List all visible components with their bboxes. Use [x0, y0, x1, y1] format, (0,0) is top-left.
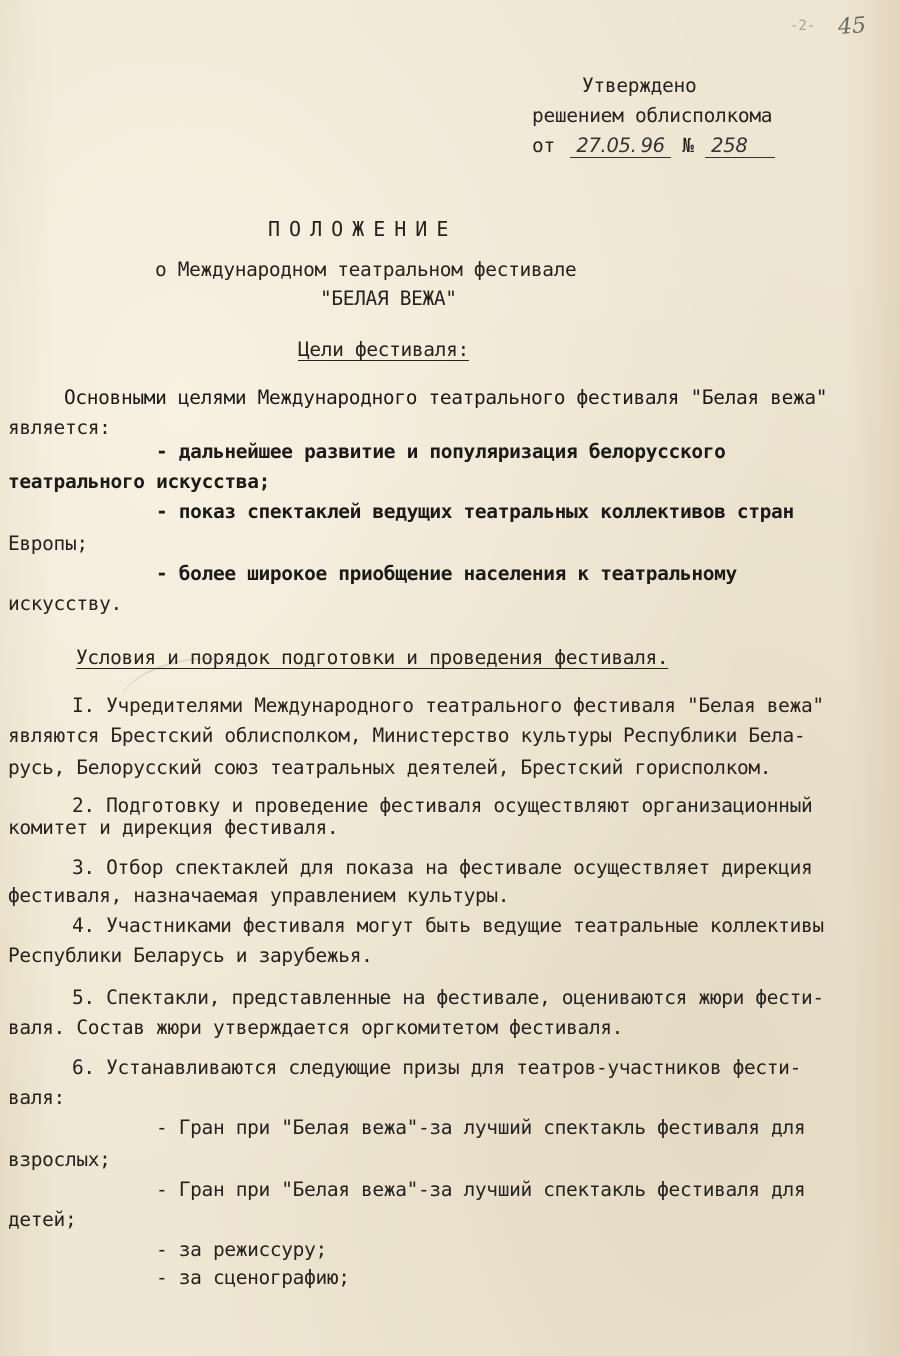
paragraph-4-line-2: Республики Беларусь и зарубежья. — [8, 944, 373, 967]
paragraph-2-line-1: 2. Подготовку и проведение фестиваля осуществляют организационный — [72, 794, 813, 817]
goal-item-1-line-1: - дальнейшее развитие и популяризация белорусского — [156, 440, 726, 463]
paragraph-5-line-1: 5. Спектакли, представленные на фестивале, оцениваются жюри фести- — [72, 986, 824, 1009]
paragraph-6-line-1: 6. Устанавливаются следующие призы для театров-участников фести- — [72, 1056, 801, 1079]
prize-1-line-1: - Гран при "Белая вежа"-за лучший спектакль фестиваля для — [156, 1116, 806, 1139]
paragraph-3-line-1: 3. Отбор спектаклей для показа на фестивале осуществляет дирекция — [72, 856, 813, 879]
paragraph-4-line-1: 4. Участниками фестиваля могут быть ведущие театральные коллективы — [72, 914, 824, 937]
paragraph-1-line-3: русь, Белорусский союз театральных деятелей, Брестский горисполком. — [8, 756, 772, 779]
goal-item-2-line-1: - показ спектаклей ведущих театральных коллективов стран — [156, 500, 794, 523]
goal-item-2-line-2: Европы; — [8, 532, 88, 555]
approval-year: 96 — [640, 134, 665, 157]
prize-4: - за сценографию; — [156, 1266, 350, 1289]
goals-intro-line-1: Основными целями Международного театрального фестиваля "Белая вежа" — [64, 386, 828, 409]
paragraph-1-line-2: являются Брестский облисполком, Министерство культуры Республики Бела- — [8, 724, 806, 747]
prize-2-line-1: - Гран при "Белая вежа"-за лучший спектакль фестиваля для — [156, 1178, 806, 1201]
goal-item-3-line-2: искусству. — [8, 592, 122, 615]
approval-line-1: Утверждено — [582, 74, 697, 97]
paragraph-6-line-2: валя: — [8, 1086, 65, 1109]
prize-2-line-2: детей; — [8, 1208, 77, 1231]
document-subtitle: о Международном театральном фестивале — [155, 258, 577, 281]
approval-date — [570, 135, 670, 158]
approval-number-sign: № — [682, 134, 694, 157]
goals-intro-line-2: является: — [8, 416, 111, 439]
goals-heading: Цели фестиваля: — [298, 338, 469, 361]
goal-item-3-line-1: - более широкое приобщение населения к театральному — [156, 562, 737, 585]
approval-line-2: решением облисполкома — [532, 104, 773, 127]
paragraph-1-line-1: I. Учредителями Международного театрального фестиваля "Белая вежа" — [72, 694, 824, 717]
approval-date-prefix: от — [532, 134, 555, 157]
archive-page-number: 45 — [837, 13, 867, 40]
approval-number: 258 — [705, 135, 775, 158]
festival-name: "БЕЛАЯ ВЕЖА" — [320, 287, 457, 310]
page-number-stamp: -2- — [790, 18, 816, 34]
conditions-heading: Условия и порядок подготовки и проведения фестиваля. — [76, 646, 669, 669]
document-title: ПОЛОЖЕНИЕ — [268, 217, 458, 241]
prize-1-line-2: взрослых; — [8, 1148, 111, 1171]
paragraph-5-line-2: валя. Состав жюри утверждается оргкомитетом фестиваля. — [8, 1016, 624, 1039]
goal-item-1-line-2: театрального искусства; — [8, 470, 270, 493]
approval-date-value: 27.05. — [576, 134, 637, 157]
prize-3: - за режиссуру; — [156, 1238, 327, 1261]
paragraph-2-line-2: комитет и дирекция фестиваля. — [8, 816, 339, 839]
paragraph-3-line-2: фестиваля, назначаемая управлением культуры. — [8, 884, 510, 907]
approval-date-line — [532, 134, 775, 158]
